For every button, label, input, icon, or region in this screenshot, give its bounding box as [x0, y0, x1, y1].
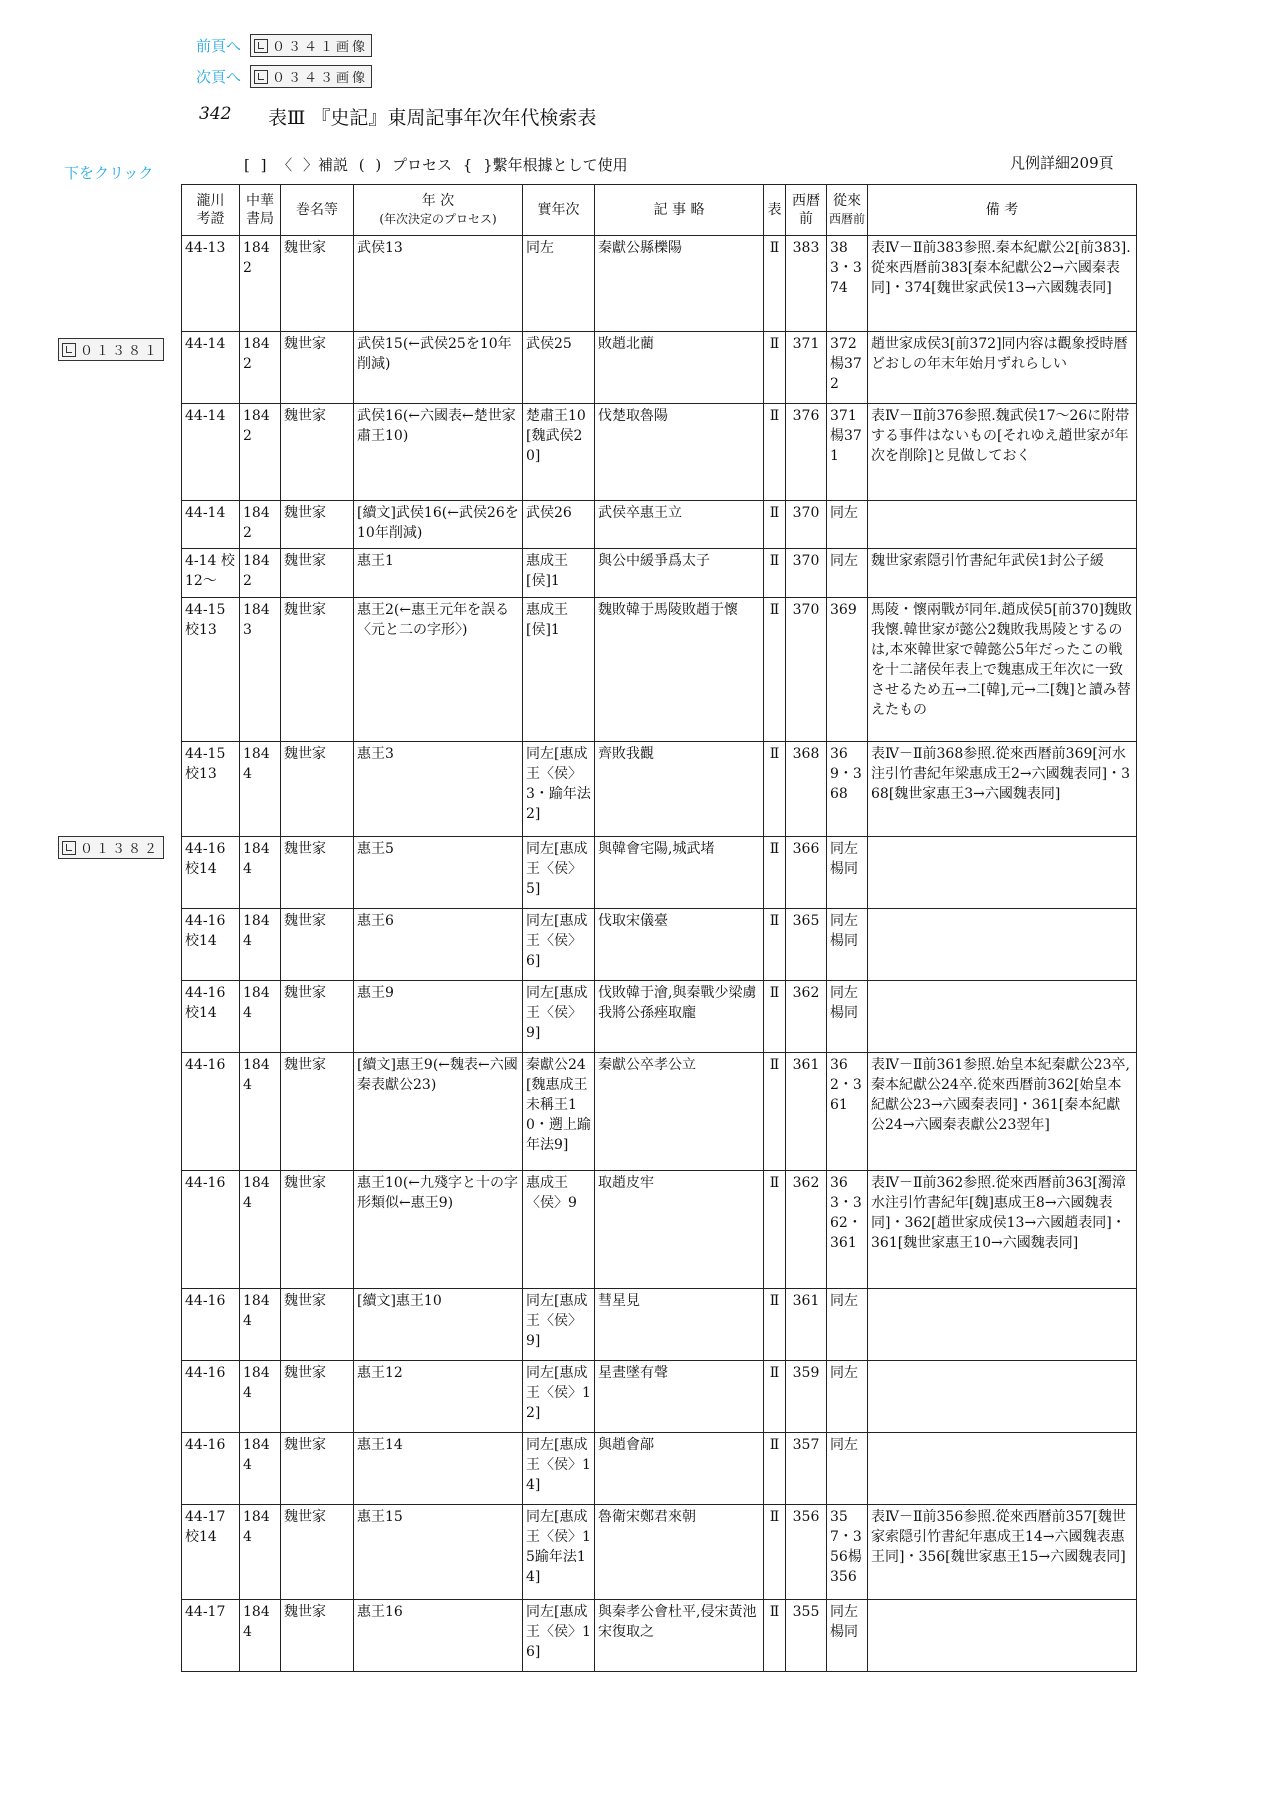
next-image-label: ０３４３画像 [272, 71, 369, 86]
cell-western: 366 [786, 837, 827, 909]
cell-table: Ⅱ [764, 1600, 786, 1672]
click-hint: 下をクリック [64, 164, 154, 182]
table-row [182, 501, 1137, 549]
cell-actual-year: 同左 [523, 236, 595, 332]
cell-year: 惠王1 [354, 549, 523, 598]
header-takigawa: 瀧川 考證 [182, 185, 240, 236]
cell-remarks [868, 837, 1137, 909]
cell-takigawa: 44-17 [182, 1600, 240, 1672]
cell-year: 惠王14 [354, 1433, 523, 1505]
table-row [182, 598, 1137, 742]
cell-actual-year: 同左[惠成王〈侯〉12] [523, 1361, 595, 1433]
cell-year: 惠王6 [354, 909, 523, 981]
cell-remarks [868, 501, 1137, 549]
cell-remarks: 馬陵・懷兩戰が同年.趙成侯5[前370]魏敗我懷.韓世家が懿公2魏敗我馬陵とするのは,本來韓世家で韓懿公5年だったこの戦を十二諸侯年表上で魏惠成王年次に一致させるため五→二[韓],元→二[魏]と讀み替えたもの [868, 598, 1137, 742]
table-header-row [182, 185, 1137, 236]
row-image-button[interactable] [58, 338, 164, 361]
cell-conventional: 369 [827, 598, 868, 742]
cell-western: 356 [786, 1505, 827, 1600]
cell-summary: 秦獻公卒孝公立 [595, 1053, 764, 1171]
cell-year: 惠王16 [354, 1600, 523, 1672]
header-table: 表 [764, 185, 786, 236]
cell-table: Ⅱ [764, 1505, 786, 1600]
table-row [182, 1600, 1137, 1672]
cell-chuka: 1844 [240, 1361, 281, 1433]
cell-year: [續文]惠王10 [354, 1289, 523, 1361]
cell-chuka: 1844 [240, 1505, 281, 1600]
cell-remarks: 表Ⅳ－Ⅱ前362参照.從來西暦前363[濁漳水注引竹書紀年[魏]惠成王8→六國魏表同]・362[趙世家成侯13→六國趙表同]・361[魏世家惠王10→六國魏表同] [868, 1171, 1137, 1289]
header-year: 年 次 (年次決定のプロセス) [354, 185, 523, 236]
cell-conventional: 369・368 [827, 742, 868, 837]
cell-takigawa: 44-14 [182, 501, 240, 549]
cell-actual-year: 同左[惠成王〈侯〉15踰年法14] [523, 1505, 595, 1600]
header-chuka: 中華 書局 [240, 185, 281, 236]
cell-chuka: 1844 [240, 1600, 281, 1672]
cell-table: Ⅱ [764, 501, 786, 549]
table-row [182, 549, 1137, 598]
cell-actual-year: 惠成王[侯]1 [523, 598, 595, 742]
table-row [182, 404, 1137, 501]
cell-takigawa: 44-17 校14 [182, 1505, 240, 1600]
cell-volume: 魏世家 [281, 837, 354, 909]
reference-note: 凡例詳細209頁 [1010, 154, 1114, 172]
cell-volume: 魏世家 [281, 598, 354, 742]
cell-western: 362 [786, 981, 827, 1053]
cell-chuka: 1842 [240, 501, 281, 549]
cell-conventional: 同左楊同 [827, 909, 868, 981]
cell-remarks: 表Ⅳ－Ⅱ前356参照.從來西暦前357[魏世家索隠引竹書紀年惠成王14→六國魏表惠王同]・356[魏世家惠王15→六國魏表同] [868, 1505, 1137, 1600]
cell-takigawa: 44-16 校14 [182, 837, 240, 909]
cell-table: Ⅱ [764, 1289, 786, 1361]
cell-takigawa: 44-16 [182, 1361, 240, 1433]
cell-volume: 魏世家 [281, 1600, 354, 1672]
cell-remarks: 表Ⅳ－Ⅱ前368参照.從來西暦前369[河水注引竹書紀年梁惠成王2→六國魏表同]・368[魏世家惠王3→六國魏表同] [868, 742, 1137, 837]
cell-summary: 與趙會鄗 [595, 1433, 764, 1505]
cell-takigawa: 4-14 校12～ [182, 549, 240, 598]
cell-remarks [868, 1600, 1137, 1672]
table-row [182, 742, 1137, 837]
cell-summary: 魏敗韓于馬陵敗趙于懷 [595, 598, 764, 742]
cell-western: 371 [786, 332, 827, 404]
cell-summary: 敗趙北藺 [595, 332, 764, 404]
table-row [182, 909, 1137, 981]
cell-chuka: 1844 [240, 1171, 281, 1289]
cell-actual-year: 同左[惠成王〈侯〉14] [523, 1433, 595, 1505]
header-conventional: 從來 西暦前 [827, 185, 868, 236]
cell-western: 357 [786, 1433, 827, 1505]
cell-volume: 魏世家 [281, 1171, 354, 1289]
cell-remarks: 魏世家索隠引竹書紀年武侯1封公子緩 [868, 549, 1137, 598]
cell-summary: 魯衛宋鄭君來朝 [595, 1505, 764, 1600]
cell-remarks [868, 1433, 1137, 1505]
cell-year: 武侯13 [354, 236, 523, 332]
cell-table: Ⅱ [764, 1053, 786, 1171]
cell-takigawa: 44-15 校13 [182, 598, 240, 742]
cell-chuka: 1842 [240, 404, 281, 501]
image-link-icon [62, 343, 76, 357]
cell-remarks: 趙世家成侯3[前372]同内容は觀象授時暦どおしの年末年始月ずれらしい [868, 332, 1137, 404]
cell-actual-year: 同左[惠成王〈侯〉9] [523, 1289, 595, 1361]
cell-takigawa: 44-16 [182, 1433, 240, 1505]
cell-table: Ⅱ [764, 1433, 786, 1505]
table-row [182, 236, 1137, 332]
cell-conventional: 同左楊同 [827, 1600, 868, 1672]
cell-year: 武侯15(←武侯25を10年削減) [354, 332, 523, 404]
row-image-label: ０１３８１ [80, 344, 161, 359]
cell-volume: 魏世家 [281, 1053, 354, 1171]
chronology-table [181, 184, 1137, 1672]
table-row [182, 1505, 1137, 1600]
cell-chuka: 1843 [240, 598, 281, 742]
cell-remarks [868, 1289, 1137, 1361]
cell-year: [續文]惠王9(←魏表←六國秦表獻公23) [354, 1053, 523, 1171]
cell-summary: 與秦孝公會杜平,侵宋黃池宋復取之 [595, 1600, 764, 1672]
cell-volume: 魏世家 [281, 742, 354, 837]
cell-chuka: 1842 [240, 236, 281, 332]
next-page-link[interactable]: 次頁へ [196, 68, 242, 86]
cell-actual-year: 同左[惠成王〈侯〉9] [523, 981, 595, 1053]
cell-western: 383 [786, 236, 827, 332]
cell-takigawa: 44-16 校14 [182, 909, 240, 981]
cell-chuka: 1844 [240, 981, 281, 1053]
cell-table: Ⅱ [764, 837, 786, 909]
table-row [182, 981, 1137, 1053]
cell-western: 370 [786, 501, 827, 549]
cell-conventional: 同左 [827, 1289, 868, 1361]
page-number: 342 [199, 104, 232, 124]
cell-year: 惠王12 [354, 1361, 523, 1433]
legend: [ ] 〈 〉補説 ( ) プロセス { }繫年根據として使用 [244, 156, 628, 174]
cell-chuka: 1844 [240, 1053, 281, 1171]
image-link-icon [62, 841, 76, 855]
cell-volume: 魏世家 [281, 404, 354, 501]
table-row [182, 1433, 1137, 1505]
cell-actual-year: 武侯26 [523, 501, 595, 549]
cell-year: 惠王15 [354, 1505, 523, 1600]
cell-takigawa: 44-16 [182, 1171, 240, 1289]
cell-actual-year: 秦獻公24[魏惠成王未稱王10・遡上踰年法9] [523, 1053, 595, 1171]
cell-year: 惠王5 [354, 837, 523, 909]
cell-summary: 與韓會宅陽,城武堵 [595, 837, 764, 909]
cell-volume: 魏世家 [281, 549, 354, 598]
cell-conventional: 371楊371 [827, 404, 868, 501]
cell-summary: 伐楚取魯陽 [595, 404, 764, 501]
header-summary: 記 事 略 [595, 185, 764, 236]
row-image-button[interactable] [58, 836, 164, 859]
cell-conventional: 362・361 [827, 1053, 868, 1171]
table-row [182, 1289, 1137, 1361]
cell-takigawa: 44-16 [182, 1289, 240, 1361]
cell-conventional: 372楊372 [827, 332, 868, 404]
cell-summary: 武侯卒惠王立 [595, 501, 764, 549]
header-western: 西暦 前 [786, 185, 827, 236]
cell-volume: 魏世家 [281, 236, 354, 332]
cell-takigawa: 44-16 校14 [182, 981, 240, 1053]
cell-table: Ⅱ [764, 1171, 786, 1289]
prev-image-button[interactable] [250, 34, 372, 57]
cell-summary: 取趙皮牢 [595, 1171, 764, 1289]
table-row [182, 1361, 1137, 1433]
cell-conventional: 357・356楊356 [827, 1505, 868, 1600]
cell-summary: 與公中緩爭爲太子 [595, 549, 764, 598]
cell-western: 361 [786, 1289, 827, 1361]
cell-table: Ⅱ [764, 549, 786, 598]
cell-remarks [868, 981, 1137, 1053]
cell-takigawa: 44-13 [182, 236, 240, 332]
cell-conventional: 同左 [827, 1433, 868, 1505]
cell-volume: 魏世家 [281, 1361, 354, 1433]
cell-actual-year: 同左[惠成王〈侯〉16] [523, 1600, 595, 1672]
cell-summary: 彗星見 [595, 1289, 764, 1361]
cell-chuka: 1842 [240, 332, 281, 404]
prev-image-label: ０３４１画像 [272, 40, 369, 55]
cell-table: Ⅱ [764, 236, 786, 332]
table-row [182, 837, 1137, 909]
next-image-button[interactable] [250, 65, 372, 88]
cell-year: 惠王10(←九殘字と十の字形類似←惠王9) [354, 1171, 523, 1289]
cell-actual-year: 楚肅王10[魏武侯20] [523, 404, 595, 501]
cell-remarks [868, 909, 1137, 981]
cell-summary: 星晝墜有聲 [595, 1361, 764, 1433]
cell-remarks: 表Ⅳ－Ⅱ前376参照.魏武侯17～26に附帯する事件はないもの[それゆえ趙世家が年次を削除]と見做しておく [868, 404, 1137, 501]
cell-volume: 魏世家 [281, 909, 354, 981]
table-body [182, 236, 1137, 1672]
cell-chuka: 1842 [240, 549, 281, 598]
header-remarks: 備 考 [868, 185, 1137, 236]
cell-volume: 魏世家 [281, 1505, 354, 1600]
cell-takigawa: 44-16 [182, 1053, 240, 1171]
cell-western: 370 [786, 598, 827, 742]
cell-western: 368 [786, 742, 827, 837]
cell-conventional: 同左 [827, 549, 868, 598]
cell-conventional: 383・374 [827, 236, 868, 332]
cell-remarks: 表Ⅳ－Ⅱ前383参照.秦本紀獻公2[前383].從來西暦前383[秦本紀獻公2→六國秦表同]・374[魏世家武侯13→六國魏表同] [868, 236, 1137, 332]
cell-takigawa: 44-14 [182, 404, 240, 501]
cell-western: 365 [786, 909, 827, 981]
cell-chuka: 1844 [240, 1289, 281, 1361]
cell-conventional: 363・362・361 [827, 1171, 868, 1289]
cell-remarks: 表Ⅳ－Ⅱ前361参照.始皇本紀秦獻公23卒,秦本紀獻公24卒.從來西暦前362[始皇本紀獻公23→六國秦表同]・361[秦本紀獻公24→六國秦表獻公23翌年] [868, 1053, 1137, 1171]
cell-conventional: 同左 [827, 501, 868, 549]
cell-chuka: 1844 [240, 742, 281, 837]
cell-summary: 伐取宋儀臺 [595, 909, 764, 981]
cell-actual-year: 同左[惠成王〈侯〉5] [523, 837, 595, 909]
cell-conventional: 同左楊同 [827, 981, 868, 1053]
cell-conventional: 同左楊同 [827, 837, 868, 909]
image-link-icon [254, 39, 268, 53]
cell-western: 361 [786, 1053, 827, 1171]
header-actual-year: 實年次 [523, 185, 595, 236]
cell-table: Ⅱ [764, 909, 786, 981]
table-row [182, 1171, 1137, 1289]
cell-western: 355 [786, 1600, 827, 1672]
cell-table: Ⅱ [764, 742, 786, 837]
cell-takigawa: 44-14 [182, 332, 240, 404]
cell-actual-year: 武侯25 [523, 332, 595, 404]
cell-year: [續文]武侯16(←武侯26を10年削減) [354, 501, 523, 549]
row-image-label: ０１３８２ [80, 842, 161, 857]
cell-volume: 魏世家 [281, 501, 354, 549]
image-link-icon [254, 70, 268, 84]
cell-volume: 魏世家 [281, 1289, 354, 1361]
page-title: 表Ⅲ 『史記』東周記事年次年代検索表 [268, 107, 597, 129]
table-row [182, 332, 1137, 404]
cell-western: 370 [786, 549, 827, 598]
cell-table: Ⅱ [764, 598, 786, 742]
cell-chuka: 1844 [240, 1433, 281, 1505]
cell-summary: 齊敗我觀 [595, 742, 764, 837]
cell-remarks [868, 1361, 1137, 1433]
cell-actual-year: 惠成王〈侯〉9 [523, 1171, 595, 1289]
cell-takigawa: 44-15 校13 [182, 742, 240, 837]
cell-table: Ⅱ [764, 981, 786, 1053]
header-volume: 巻名等 [281, 185, 354, 236]
cell-summary: 伐敗韓于澮,與秦戰少梁虜我將公孫痤取龐 [595, 981, 764, 1053]
cell-year: 惠王2(←惠王元年を誤る〈元と二の字形〉) [354, 598, 523, 742]
cell-chuka: 1844 [240, 909, 281, 981]
cell-year: 惠王3 [354, 742, 523, 837]
cell-chuka: 1844 [240, 837, 281, 909]
cell-table: Ⅱ [764, 404, 786, 501]
cell-western: 359 [786, 1361, 827, 1433]
cell-western: 376 [786, 404, 827, 501]
cell-table: Ⅱ [764, 1361, 786, 1433]
cell-actual-year: 同左[惠成王〈侯〉6] [523, 909, 595, 981]
cell-actual-year: 惠成王[侯]1 [523, 549, 595, 598]
cell-year: 惠王9 [354, 981, 523, 1053]
cell-actual-year: 同左[惠成王〈侯〉3・踰年法2] [523, 742, 595, 837]
table-row [182, 1053, 1137, 1171]
cell-volume: 魏世家 [281, 332, 354, 404]
prev-page-link[interactable]: 前頁へ [196, 37, 242, 55]
cell-volume: 魏世家 [281, 1433, 354, 1505]
cell-table: Ⅱ [764, 332, 786, 404]
cell-western: 362 [786, 1171, 827, 1289]
cell-year: 武侯16(←六國表←楚世家肅王10) [354, 404, 523, 501]
cell-volume: 魏世家 [281, 981, 354, 1053]
cell-conventional: 同左 [827, 1361, 868, 1433]
cell-summary: 秦獻公縣櫟陽 [595, 236, 764, 332]
